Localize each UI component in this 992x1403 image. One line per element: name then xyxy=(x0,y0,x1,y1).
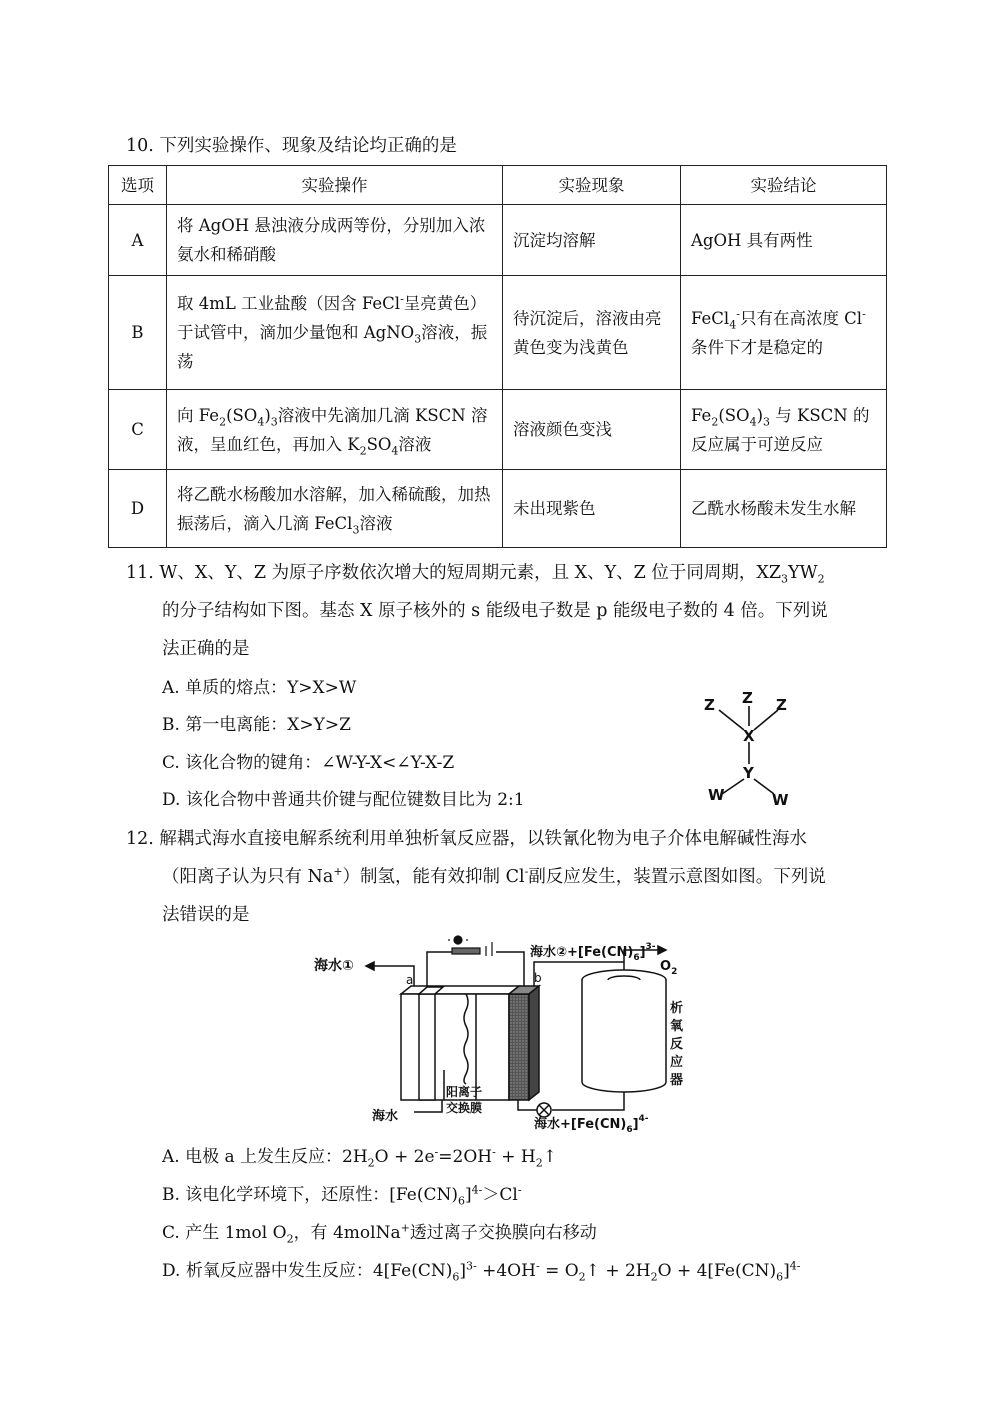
row-phenomenon: 未出现紫色 xyxy=(503,470,681,548)
table-row xyxy=(109,205,887,276)
svg-text:反: 反 xyxy=(670,1037,684,1052)
row-operation: 取 4mL 工业盐酸（因含 FeCl-呈亮黄色）于试管中，滴加少量饱和 AgNO$_3$溶液，振荡 xyxy=(167,276,503,390)
header-conclusion: 实验结论 xyxy=(681,166,887,205)
solar-panel-icon xyxy=(448,932,492,956)
atom-z-left: Z xyxy=(704,696,715,714)
electrode-a xyxy=(419,994,435,1100)
row-option: A xyxy=(109,205,167,276)
row-operation: 将 AgOH 悬浊液分成两等份，分别加入浓氨水和稀硝酸 xyxy=(167,205,503,276)
wire-right xyxy=(496,952,524,986)
q11-line3: 法正确的是 xyxy=(162,639,250,659)
label-seawater2: 海水$②+[Fe(CN)_6]^{3-}$ xyxy=(530,942,656,963)
label-reactor xyxy=(670,1000,684,1088)
label-a: a xyxy=(406,973,414,987)
header-operation: 实验操作 xyxy=(167,166,503,205)
q12-line1: 12. 解耦式海水直接电解系统利用单独析氧反应器，以铁氰化物为电子介体电解碱性海水 xyxy=(126,829,807,849)
q11-line2: 的分子结构如下图。基态 X 原子核外的 s 能级电子数是 p 能级电子数的 4 倍。下列说 xyxy=(162,601,828,621)
bond-z-left xyxy=(719,710,744,730)
row-operation: 将乙酰水杨酸加水溶解，加入稀硫酸，加热振荡后，滴入几滴 FeCl$_3$溶液 xyxy=(167,470,503,548)
row-option: C xyxy=(109,390,167,470)
atom-w-left: W xyxy=(708,786,725,804)
q11-option-d[interactable]: D. 该化合物中普通共价键与配位键数目比为 2:1 xyxy=(162,790,525,810)
label-membrane1: 阳离子 xyxy=(446,1085,483,1099)
q11-option-b[interactable]: B. 第一电离能：X>Y>Z xyxy=(162,715,351,735)
cell-top-face xyxy=(401,986,519,994)
wire-left xyxy=(427,952,466,987)
row-conclusion: AgOH 具有两性 xyxy=(681,205,887,276)
label-b: b xyxy=(534,971,542,985)
q11-option-a[interactable]: A. 单质的熔点：Y>X>W xyxy=(162,678,357,698)
row-option: B xyxy=(109,276,167,390)
q12-option-a[interactable]: A. 电极 a 上发生反应：$2H_2O + 2e^-=2OH^-$ + $H_2↑$ xyxy=(162,1145,557,1170)
reactor-body xyxy=(582,980,666,1092)
pipe-seawater-in xyxy=(414,1100,442,1112)
electrolysis-diagram xyxy=(306,932,686,1132)
table-row xyxy=(109,276,887,390)
row-option: D xyxy=(109,470,167,548)
header-phenomenon: 实验现象 xyxy=(503,166,681,205)
svg-text:氧: 氧 xyxy=(670,1019,684,1034)
q10-stem: 10. 下列实验操作、现象及结论均正确的是 xyxy=(126,136,457,156)
row-conclusion: FeCl$_4$-只有在高浓度 Cl-条件下才是稳定的 xyxy=(681,276,887,390)
pipe-return xyxy=(552,1092,624,1110)
atom-w-right: W xyxy=(772,791,789,808)
header-option: 选项 xyxy=(109,166,167,205)
q12-option-c[interactable]: C. 产生 1mol $O_2$，有 4molNa+透过离子交换膜向右移动 xyxy=(162,1221,597,1246)
q12-line3: 法错误的是 xyxy=(162,905,250,925)
atom-z-right: Z xyxy=(776,696,787,714)
svg-text:器: 器 xyxy=(670,1073,684,1088)
row-phenomenon: 沉淀均溶解 xyxy=(503,205,681,276)
label-seawater3: 海水$+[Fe(CN)_6]^{4-}$ xyxy=(534,1114,649,1132)
atom-x: X xyxy=(743,727,755,745)
row-conclusion: $Fe_2(SO_4)_3$ 与 KSCN 的反应属于可逆反应 xyxy=(681,390,887,470)
electrode-b xyxy=(509,994,529,1100)
table-row xyxy=(109,470,887,548)
row-conclusion: 乙酰水杨酸未发生水解 xyxy=(681,470,887,548)
table-header-row xyxy=(109,166,887,205)
q12-line2: （阳离子认为只有 Na+）制氢，能有效抑制 Cl-副反应发生，装置示意图如图。下列说 xyxy=(162,865,826,887)
svg-text:析: 析 xyxy=(670,1001,684,1016)
svg-text:应: 应 xyxy=(670,1055,684,1070)
row-operation: 向 $Fe_2(SO_4)_3$溶液中先滴加几滴 KSCN 溶液，呈血红色，再加入 $K_2SO_4$溶液 xyxy=(167,390,503,470)
row-phenomenon: 待沉淀后，溶液由亮黄色变为浅黄色 xyxy=(503,276,681,390)
q11-stem: 11. W、X、Y、Z 为原子序数依次增大的短周期元素，且 X、Y、Z 位于同周期，$XZ_3YW_2$ xyxy=(126,563,825,586)
q12-option-d[interactable]: D. 析氧反应器中发生反应：$4[Fe(CN)_6]^{3-} +4OH^-$ = $O_2↑ + 2H_2O + 4[Fe(CN)_6]^{4-}$ xyxy=(162,1259,801,1284)
experiment-table xyxy=(108,165,887,548)
bond-z-right xyxy=(754,710,778,730)
molecule-structure xyxy=(696,686,800,808)
q12-option-b[interactable]: B. 该电化学环境下，还原性：$[Fe(CN)_6]^{4-}>Cl^-$ xyxy=(162,1183,522,1208)
atom-y: Y xyxy=(743,764,754,782)
label-seawater-in: 海水 xyxy=(372,1109,399,1124)
table-row xyxy=(109,390,887,470)
row-phenomenon: 溶液颜色变浅 xyxy=(503,390,681,470)
bond-w-left xyxy=(722,779,744,794)
atom-z-top: Z xyxy=(742,689,753,707)
label-seawater1: 海水① xyxy=(314,958,354,974)
q11-option-c[interactable]: C. 该化合物的键角：∠W-Y-X<∠Y-X-Z xyxy=(162,753,455,773)
bond-w-right xyxy=(754,779,774,794)
label-membrane2: 交换膜 xyxy=(446,1101,483,1115)
label-o2: $O_2$ xyxy=(660,959,678,977)
